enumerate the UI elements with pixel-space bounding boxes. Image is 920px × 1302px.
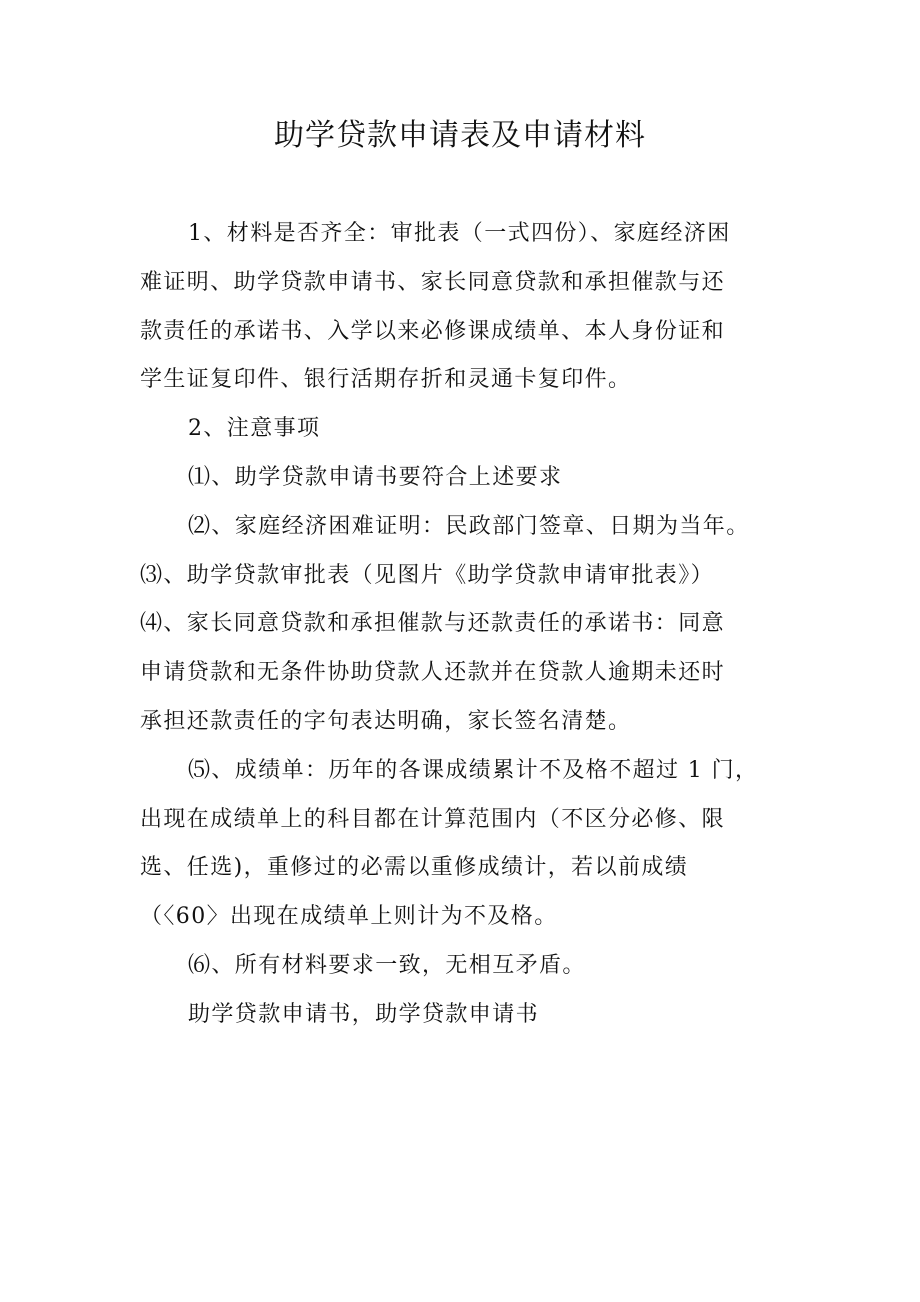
text-line: 承担还款责任的字句表达明确，家长签名清楚。 <box>140 708 632 734</box>
text-line: 学生证复印件、银行活期存折和灵通卡复印件。 <box>140 367 632 393</box>
paragraph-item-6 <box>140 942 790 991</box>
text-line: 选、任选)，重修过的必需以重修成绩计，若以前成绩 <box>140 855 689 881</box>
paragraph-materials-complete <box>140 210 790 405</box>
text-line: 2、注意事项 <box>188 416 321 442</box>
paragraph-notes-heading <box>140 405 790 454</box>
paragraph-item-2 <box>140 503 790 552</box>
paragraph-item-5 <box>140 747 790 942</box>
text-line: ⑷、家长同意贷款和承担催款与还款责任的承诺书：同意 <box>140 611 726 637</box>
text-line: ⑵、家庭经济困难证明：民政部门签章、日期为当年。 <box>188 513 750 539</box>
text-line: 出现在成绩单上的科目都在计算范围内（不区分必修、限 <box>140 806 726 832</box>
text-line: ⑹、所有材料要求一致，无相互矛盾。 <box>188 952 586 978</box>
text-line: ⑸、成绩单：历年的各课成绩累计不及格不超过 1 门， <box>188 757 759 783</box>
text-line: ⑴、助学贷款申请书要符合上述要求 <box>188 464 563 490</box>
document-title: 助学贷款申请表及申请材料 <box>274 118 646 153</box>
paragraph-item-4 <box>140 600 790 746</box>
text-line: 难证明、助学贷款申请书、家长同意贷款和承担催款与还 <box>140 269 726 295</box>
paragraph-closing <box>140 991 790 1040</box>
text-line: 申请贷款和无条件协助贷款人还款并在贷款人逾期未还时 <box>140 660 726 686</box>
document-body <box>140 210 790 1040</box>
text-line: （〈60〉出现在成绩单上则计为不及格。 <box>140 904 558 930</box>
text-line: 助学贷款申请书，助学贷款申请书 <box>188 1001 540 1027</box>
paragraph-item-1 <box>140 454 790 503</box>
text-line: ⑶、助学贷款审批表（见图片《助学贷款申请审批表》） <box>140 562 715 588</box>
text-line: 1、材料是否齐全：审批表（一式四份）、家庭经济困 <box>188 221 731 246</box>
text-line: 款责任的承诺书、入学以来必修课成绩单、本人身份证和 <box>140 318 726 344</box>
paragraph-item-3 <box>140 552 790 601</box>
